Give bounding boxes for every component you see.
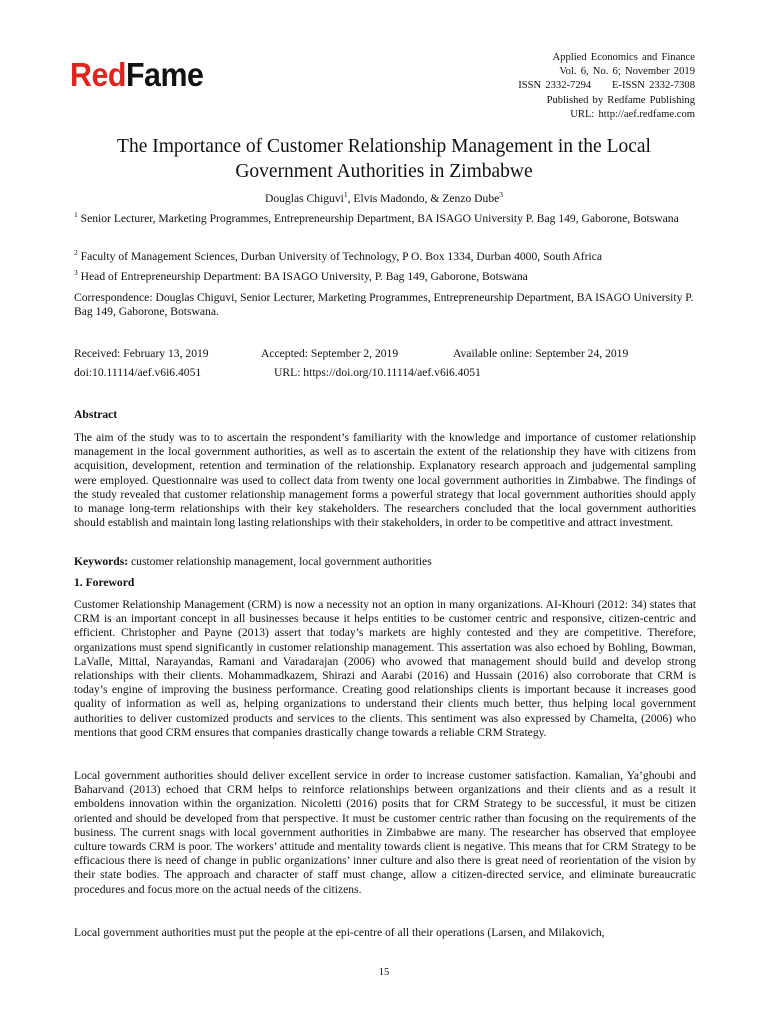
available-date: Available online: September 24, 2019: [453, 347, 629, 360]
doi-url-link[interactable]: URL: https://doi.org/10.11114/aef.v6i6.4051: [274, 366, 481, 379]
journal-publisher: Published by Redfame Publishing: [546, 94, 695, 106]
journal-info: [518, 51, 695, 122]
logo-red-text: Red: [70, 56, 126, 93]
affiliation-3-text: Head of Entrepreneurship Department: BA ISAGO University, P. Bag 149, Gaborone, Botswana: [77, 270, 528, 283]
affiliation-2: [74, 250, 696, 264]
affiliation-2-num: 2: [74, 248, 78, 258]
abstract-heading: Abstract: [74, 408, 118, 421]
accepted-date: Accepted: September 2, 2019: [261, 347, 399, 360]
journal-name: Applied Economics and Finance: [552, 52, 695, 63]
paper-title: The Importance of Customer Relationship Management in the Local Government Authorities in Zimbabwe: [117, 136, 651, 182]
page-number: 15: [378, 967, 390, 978]
received-date: Received: February 13, 2019: [74, 347, 209, 360]
keywords-list: customer relationship management, local government authorities: [128, 555, 432, 568]
publication-dates: [74, 347, 714, 385]
author-1: Douglas Chiguvi: [264, 192, 344, 205]
paragraph-2: Local government authorities should deliver excellent service in order to increase customer satisfaction. Kamalian, Ya’ghoubi and Baharvand (2013) echoed that CRM helps to reinforce relationships between organizations and their clients and as a result it emboldens innovation within the organization. Nicoletti (2016) posits that for CRM Strategy to be successful, it must be citizen oriented and should be developed from that perspective. It must be customer centric rather than focusing on the requirements of the business. The current snags with local government authorities in Zimbabwe are many. The researcher has observed that employee culture towards CRM is poor. The workers’ attitude and mentality towards client is negative. This means that for CRM Strategy to be efficacious there is need of change in public organizations’ inner culture and also there is great need of reorientation of the vision by their state bodies. The approach and character of staff must change, allow a citizen-directed service, and eliminate bureaucratic procedures and focus more on the actual needs of the citizens.: [74, 769, 696, 896]
logo-black-text: Fame: [125, 56, 204, 93]
author-1-sup: 1: [343, 190, 348, 200]
affiliation-1-num: 1: [74, 210, 78, 220]
author-list: [0, 192, 768, 205]
journal-url: URL: http://aef.redfame.com: [570, 108, 695, 120]
redfame-logo: [70, 58, 203, 91]
section-heading-foreword: 1. Foreword: [74, 576, 135, 589]
paragraph-3: Local government authorities must put the people at the epi-centre of all their operations (Larsen, and Milakovich,: [74, 926, 605, 939]
abstract-body: The aim of the study was to to ascertain the respondent’s familiarity with the knowledge and importance of customer relationship management in the local government authorities, as well as to ascertain the extent of the relationship they have with citizens from acquisition, development, retention and termination of the relationship. Explanatory research approach and judgemental sampling were employed. Questionnaire was used to collect data from twenty one local government authorities in Zimbabwe. The findings of the study revealed that customer relationship management forms a powerful strategy that local government authorities should apply to manage long-term relationships with their key stakeholders. The researchers concluded that the local government authorities should establish and maintain long lasting relationships with their stakeholders, in order to be competitive and attract investment.: [74, 431, 696, 530]
affiliation-3: [74, 270, 696, 284]
journal-issn: ISSN 2332-7294 E-ISSN 2332-7308: [518, 80, 695, 92]
journal-volume: Vol. 6, No. 6; November 2019: [559, 66, 695, 78]
affiliation-2-text: Faculty of Management Sciences, Durban University of Technology, P O. Box 1334, Durban 4000, South Africa: [77, 250, 602, 263]
correspondence: Correspondence: Douglas Chiguvi, Senior Lecturer, Marketing Programmes, Entrepreneurship Department, BA ISAGO University P. Bag 149, Gaborone, Botswana.: [74, 291, 694, 319]
affiliation-1-text: Senior Lecturer, Marketing Programmes, Entrepreneurship Department, BA ISAGO University P. Bag 149, Gaborone, Botswana: [77, 212, 679, 225]
keywords: [74, 555, 696, 569]
author-others: , Elvis Madondo, & Zenzo Dube: [347, 192, 500, 205]
author-3-sup: 3: [499, 190, 504, 200]
keywords-label: Keywords:: [74, 555, 129, 568]
affiliation-1: [74, 212, 696, 226]
doi-text: doi:10.11114/aef.v6i6.4051: [74, 366, 202, 379]
affiliation-3-num: 3: [74, 268, 78, 278]
paragraph-1: Customer Relationship Management (CRM) is now a necessity not an option in many organizations. AI-Khouri (2012: 34) states that CRM is an important concept in all businesses because it helps entities to be customer centric and responsive, citizen-centric and efficient. Christopher and Payne (2013) assert that today’s markets are highly contested and they are competitive. Therefore, organizations must spend significantly in customer relationship management. This assertation was also echoed by Bohling, Bowman, LaValle, Mittal, Narayandas, Ramani and Varadarajan (2006) who avowed that management should build and develop strong relationships with their clients. Mohammadkazem, Shirazi and Aarabi (2016) and Hussain (2016) also corroborate that CRM is today’s engine of improving the business performance. Creating good relationships clients is important because it increases good quality of information as well as, helping organizations to understand their clients much better, thus helping local government authorities to deliver customized products and services to the clients. This sentiment was also expressed by Chamelta, (2006) who mentions that good CRM ensures that companies drastically change towards a reliable CRM Strategy.: [74, 598, 696, 739]
